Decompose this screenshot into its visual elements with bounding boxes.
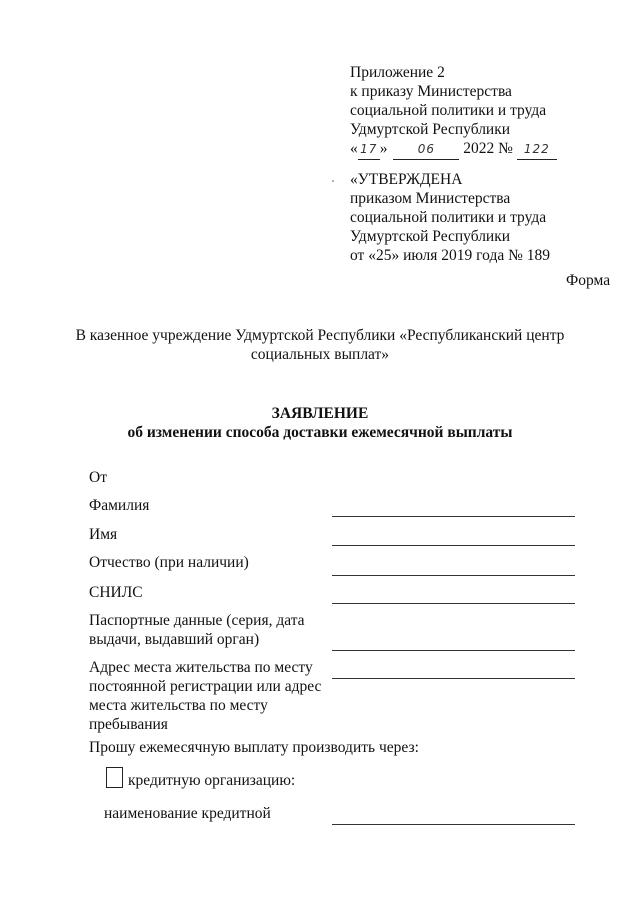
- appendix-line-1: Приложение 2: [350, 64, 445, 81]
- date-open-quote: «: [350, 140, 358, 157]
- address-field-line[interactable]: [332, 678, 575, 679]
- appendix-line-3: социальной политики и труда: [350, 102, 547, 119]
- appendix-line-4: Удмуртской Республики: [350, 121, 511, 138]
- document-title: ЗАЯВЛЕНИЕ: [271, 405, 369, 422]
- addressee-line-1: В казенное учреждение Удмуртской Республики «Республиканский центр: [75, 327, 565, 344]
- passport-field-line[interactable]: [332, 650, 575, 651]
- surname-label: Фамилия: [89, 497, 150, 514]
- approved-line-2: приказом Министерства: [350, 190, 511, 207]
- address-label-line-2: постоянной регистрации или адрес: [89, 678, 322, 695]
- date-year: 2022: [463, 140, 495, 157]
- passport-label-line-1: Паспортные данные (серия, дата: [89, 612, 305, 629]
- address-label-line-3: места жительства по месту: [89, 697, 268, 714]
- number-sign: №: [498, 140, 513, 157]
- name-label: Имя: [89, 526, 118, 543]
- patronymic-field-line[interactable]: [332, 575, 575, 576]
- date-close-quote: »: [379, 140, 388, 157]
- date-month: 06: [393, 140, 459, 160]
- address-label-line-4: пребывания: [89, 716, 168, 733]
- snils-field-line[interactable]: [332, 603, 575, 604]
- patronymic-label: Отчество (при наличии): [89, 554, 249, 571]
- date-day: 17: [358, 140, 380, 160]
- bank-name-label: наименование кредитной: [104, 805, 271, 822]
- address-label-line-1: Адрес места жительства по месту: [89, 659, 313, 676]
- scan-speck: [332, 180, 334, 182]
- order-number: 122: [517, 140, 557, 160]
- passport-label-line-2: выдачи, выдавший орган): [89, 631, 260, 648]
- surname-field-line[interactable]: [332, 516, 575, 517]
- approved-line-4: Удмуртской Республики: [350, 228, 511, 245]
- snils-label: СНИЛС: [89, 584, 143, 601]
- name-field-line[interactable]: [332, 545, 575, 546]
- approved-line-1: «УТВЕРЖДЕНА: [350, 171, 463, 188]
- bank-name-field-line[interactable]: [332, 824, 575, 825]
- document-subtitle: об изменении способа доставки ежемесячной выплаты: [127, 424, 513, 441]
- credit-organization-checkbox[interactable]: [106, 767, 123, 788]
- addressee-line-2: социальных выплат»: [250, 346, 390, 363]
- form-label: Форма: [566, 272, 611, 289]
- appendix-date-line: [350, 139, 557, 160]
- credit-organization-label: кредитную организацию:: [128, 772, 296, 789]
- request-text: Прошу ежемесячную выплату производить через:: [89, 739, 419, 756]
- appendix-line-2: к приказу Министерства: [350, 83, 512, 100]
- approved-line-3: социальной политики и труда: [350, 209, 547, 226]
- from-label: От: [89, 469, 107, 486]
- approved-line-5: от «25» июля 2019 года № 189: [350, 247, 551, 264]
